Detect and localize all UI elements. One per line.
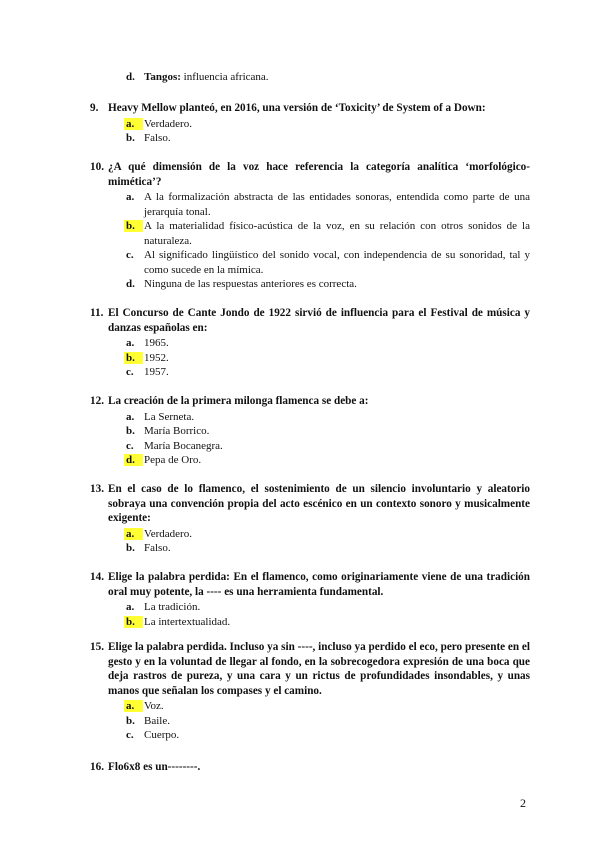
question-row — [90, 306, 530, 335]
option-letter-text: b. — [126, 425, 135, 437]
option-text: María Borrico. — [144, 425, 210, 437]
option-text: La Serneta. — [144, 410, 195, 423]
option-text: Al significado lingüístico del sonido vocal, con independencia de su sonoridad, tal y como sucede en la mímica. — [144, 249, 530, 276]
question-number: 12. — [90, 395, 104, 407]
question-text: ¿A qué dimensión de la voz hace referencia la categoría analítica ‘morfológico-mimética’? — [108, 161, 530, 188]
option-b — [126, 351, 530, 366]
option-a — [126, 699, 530, 714]
page-number: 2 — [520, 796, 526, 810]
question-number: 14. — [90, 571, 104, 583]
option-letter-text: b. — [126, 615, 135, 628]
option-b — [126, 714, 530, 729]
question-3 — [90, 394, 530, 468]
option-c — [126, 365, 530, 380]
question-row — [90, 640, 530, 698]
option-b — [126, 615, 530, 630]
option-list — [126, 117, 530, 146]
question-number: 15. — [90, 641, 104, 653]
option-list — [126, 190, 530, 292]
question-text: Elige la palabra perdida. Incluso ya sin ----, incluso ya perdido el eco, pero presente en el gesto y en la voluntad de llegar al fondo, en la sobrecogedora expresión de una boca que deja rastros de pureza, y una cara y un rictus de profundidades insondables, y unas manos que señalan los compases y el camino. — [108, 641, 530, 697]
question-number: 13. — [90, 483, 104, 495]
option-letter-text: c. — [126, 439, 134, 452]
option-letter — [126, 439, 144, 454]
leftover-option-d — [126, 70, 269, 85]
option-text: 1952. — [144, 351, 169, 364]
question-row — [90, 760, 530, 775]
option-list — [126, 527, 530, 556]
option-c — [126, 728, 530, 743]
option-a — [126, 117, 530, 132]
question-row — [90, 482, 530, 526]
option-letter — [126, 336, 144, 351]
option-b — [126, 424, 530, 439]
highlighted-option-letter — [126, 615, 144, 630]
option-letter — [126, 248, 144, 277]
question-0 — [90, 101, 530, 146]
question-1 — [90, 160, 530, 292]
option-list — [126, 699, 530, 743]
option-text: Ninguna de las respuestas anteriores es correcta. — [144, 278, 357, 290]
question-row — [90, 101, 530, 116]
highlighted-option-letter — [126, 699, 144, 714]
option-label-text: influencia africana. — [180, 71, 269, 83]
option-letter-text: d. — [126, 278, 135, 290]
option-c — [126, 439, 530, 454]
highlighted-option-letter — [126, 351, 144, 366]
option-letter-text: c. — [126, 366, 134, 378]
option-c — [126, 248, 530, 277]
question-number: 16. — [90, 761, 104, 773]
option-d — [126, 453, 530, 468]
highlighted-option-letter — [126, 527, 144, 542]
option-label: Tangos: — [144, 71, 181, 83]
question-number: 10. — [90, 161, 104, 173]
option-text: Falso. — [144, 542, 171, 554]
option-letter: d. — [126, 71, 135, 83]
option-list — [126, 336, 530, 380]
option-b — [126, 219, 530, 248]
option-text: Cuerpo. — [144, 729, 180, 741]
option-b — [126, 541, 530, 556]
option-a — [126, 410, 530, 425]
option-text: María Bocanegra. — [144, 439, 223, 452]
option-letter — [126, 190, 144, 219]
question-row — [90, 394, 530, 409]
option-text: La intertextualidad. — [144, 615, 231, 628]
question-text: Flo6x8 es un--------. — [108, 761, 201, 773]
option-letter-text: a. — [126, 700, 135, 712]
option-letter — [126, 424, 144, 439]
option-letter — [126, 410, 144, 425]
highlighted-option-letter — [126, 219, 144, 248]
question-text: En el caso de lo flamenco, el sostenimiento de un silencio involuntario y aleatorio sobraya una convención propia del acto escénico en un contexto sonoro y musicalmente exigente: — [108, 483, 530, 524]
question-2 — [90, 306, 530, 380]
option-a — [126, 336, 530, 351]
option-text: La tradición. — [144, 601, 201, 613]
option-list — [126, 410, 530, 468]
question-text: La creación de la primera milonga flamenca se debe a: — [108, 395, 369, 407]
option-text: Verdadero. — [144, 117, 192, 130]
question-text: Elige la palabra perdida: En el flamenco, como originariamente viene de una tradición oral muy potente, la ---- es una herramienta fundamental. — [108, 571, 530, 598]
option-text: Verdadero. — [144, 527, 192, 540]
option-d — [126, 277, 530, 292]
option-a — [126, 600, 530, 615]
option-letter-text: a. — [126, 191, 135, 203]
option-letter-text: b. — [126, 220, 135, 232]
highlighted-option-letter — [126, 453, 144, 468]
option-letter-text: b. — [126, 542, 135, 554]
option-letter-text: b. — [126, 351, 135, 364]
option-text: A la materialidad físico-acústica de la voz, en su relación con otros sonidos de la naturaleza. — [144, 220, 530, 247]
question-row — [90, 570, 530, 599]
question-7 — [90, 760, 530, 776]
question-number: 11. — [90, 307, 104, 319]
option-text: 1965. — [144, 337, 169, 349]
option-letter-text: b. — [126, 714, 135, 727]
question-text: Heavy Mellow planteó, en 2016, una versión de ‘Toxicity’ de System of a Down: — [108, 102, 486, 114]
option-list — [126, 600, 530, 629]
option-letter-text: a. — [126, 601, 135, 613]
option-text: A la formalización abstracta de las entidades sonoras, entendida como parte de una jerarquía tonal. — [144, 191, 530, 218]
option-letter — [126, 714, 144, 729]
option-letter-text: c. — [126, 729, 134, 741]
option-text: Voz. — [144, 700, 164, 712]
option-text — [144, 70, 269, 85]
option-a — [126, 190, 530, 219]
option-letter — [126, 600, 144, 615]
question-text: El Concurso de Cante Jondo de 1922 sirvió de influencia para el Festival de música y danzas españolas en: — [108, 307, 530, 334]
option-letter — [126, 728, 144, 743]
option-letter-text: b. — [126, 132, 135, 144]
question-6 — [90, 640, 530, 743]
option-letter — [126, 365, 144, 380]
question-number: 9. — [90, 102, 99, 114]
option-letter — [126, 541, 144, 556]
option-letter-text: a. — [126, 410, 135, 423]
question-4 — [90, 482, 530, 556]
option-a — [126, 527, 530, 542]
question-row — [90, 160, 530, 189]
option-letter-text: c. — [126, 249, 134, 261]
highlighted-option-letter — [126, 117, 144, 132]
question-5 — [90, 570, 530, 629]
option-text: Falso. — [144, 132, 171, 144]
option-letter — [126, 131, 144, 146]
option-letter-text: a. — [126, 527, 135, 540]
option-text: Baile. — [144, 714, 170, 727]
option-letter-text: d. — [126, 454, 135, 466]
option-letter-text: a. — [126, 117, 135, 130]
option-text: Pepa de Oro. — [144, 454, 202, 466]
option-b — [126, 131, 530, 146]
option-letter — [126, 277, 144, 292]
option-letter-text: a. — [126, 337, 135, 349]
option-text: 1957. — [144, 366, 169, 378]
